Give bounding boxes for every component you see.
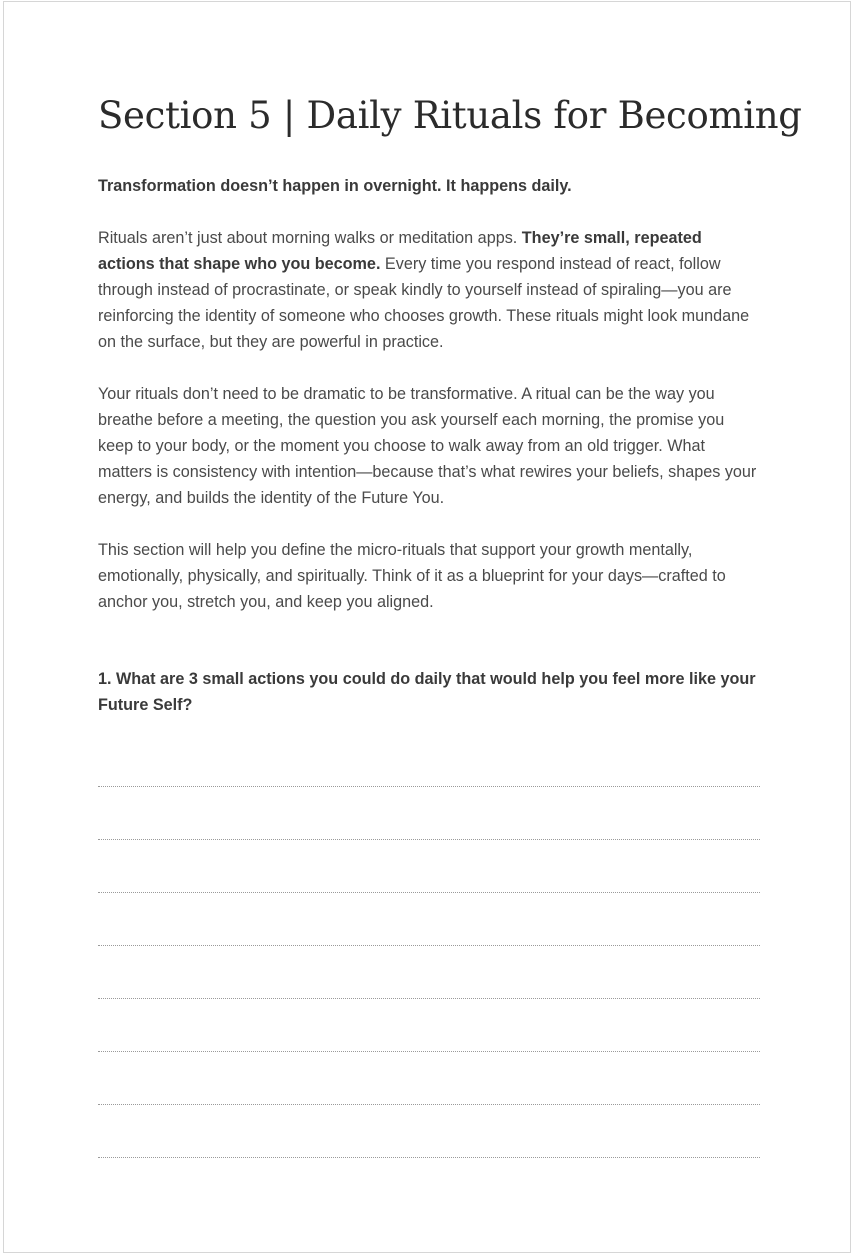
answer-line[interactable] bbox=[98, 839, 760, 840]
answer-line[interactable] bbox=[98, 892, 760, 893]
answer-line[interactable] bbox=[98, 1104, 760, 1105]
answer-line[interactable] bbox=[98, 998, 760, 999]
paragraph-1-start: Rituals aren’t just about morning walks or meditation apps. bbox=[98, 229, 522, 247]
answer-line[interactable] bbox=[98, 1051, 760, 1052]
paragraph-1-bold: They’re small, repeated actions that shape who you become. bbox=[98, 229, 702, 273]
question-1: 1. What are 3 small actions you could do daily that would help you feel more like your Future Self? bbox=[98, 670, 756, 714]
paragraph-3: This section will help you define the micro-rituals that support your growth mentally, emotionally, physically, and spiritually. Think of it as a blueprint for your days—crafted to anchor you, stretch you, and keep you aligned. bbox=[98, 541, 726, 611]
answer-line[interactable] bbox=[98, 786, 760, 787]
paragraph-1 bbox=[98, 225, 758, 355]
paragraph-1-rest: Every time you respond instead of react, follow through instead of procrastinate, or speak kindly to yourself instead of spiraling—you are reinforcing the identity of someone who chooses growth. These rituals might look mundane on the surface, but they are powerful in practice. bbox=[98, 255, 750, 351]
answer-line[interactable] bbox=[98, 1157, 760, 1158]
paragraph-2: Your rituals don’t need to be dramatic to be transformative. A ritual can be the way you breathe before a meeting, the question you ask yourself each morning, the promise you keep to your body, or the moment you choose to walk away from an old trigger. What matters is consistency with intention—because that’s what rewires your beliefs, shapes your energy, and builds the identity of the Future You. bbox=[98, 385, 757, 507]
section-title: Section 5 | Daily Rituals for Becoming bbox=[98, 94, 802, 137]
intro-lead: Transformation doesn’t happen in overnight. It happens daily. bbox=[98, 177, 572, 195]
answer-lines[interactable] bbox=[98, 786, 760, 1210]
workbook-page bbox=[3, 1, 851, 1253]
answer-line[interactable] bbox=[98, 945, 760, 946]
